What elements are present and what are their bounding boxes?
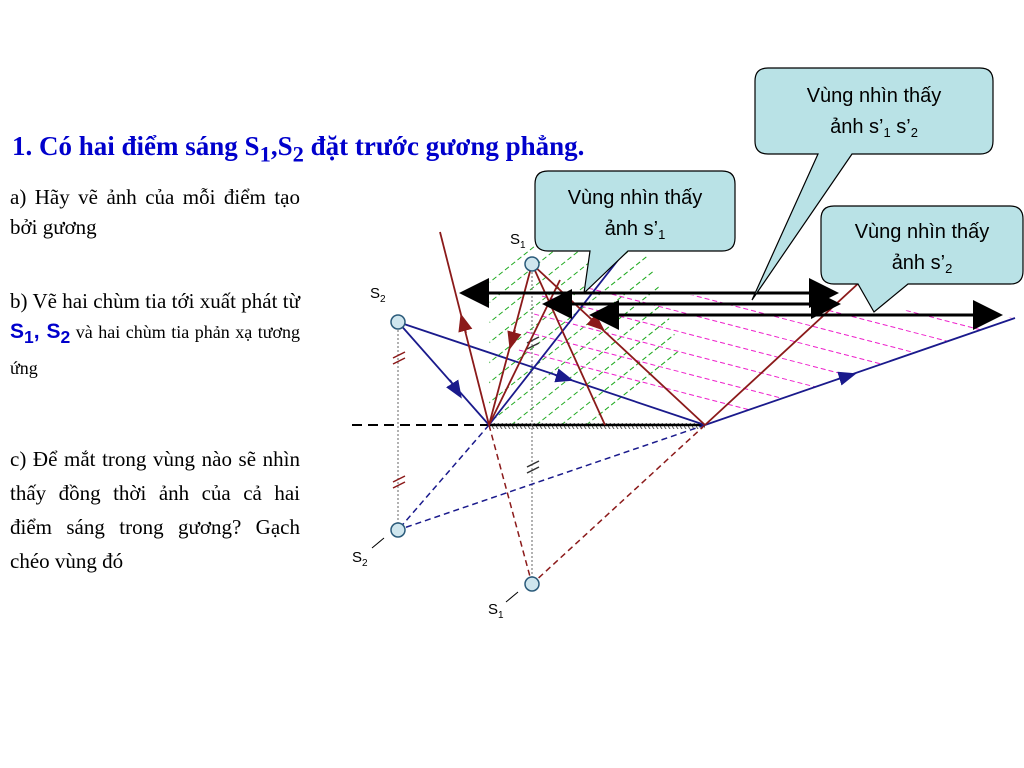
tick-marks — [393, 337, 539, 488]
label-s2-image: $S_2$ — [352, 549, 368, 569]
light-source-s1 — [525, 257, 539, 271]
label-s1-image: $S_1$ — [488, 601, 504, 621]
label-s2-image-leader — [372, 538, 384, 548]
question-a: a) Hãy vẽ ảnh của mỗi điểm tạo bởi gương — [10, 185, 300, 239]
virtual-ray-s2-right — [398, 425, 705, 530]
question-b-s2: $S_2$ — [46, 320, 71, 348]
image-s1 — [525, 577, 539, 591]
svg-text:ảnh s’1 s’2: ảnh $s’_1$ $s’_2$ — [830, 116, 918, 140]
virtual-ray-s2-left — [398, 425, 489, 530]
image-s2 — [391, 523, 405, 537]
question-b-s1: $S_1$ — [10, 320, 34, 348]
light-source-s2 — [391, 315, 405, 329]
reflected-ray-s2-right — [705, 318, 1015, 425]
callout-image-s1 — [535, 171, 735, 293]
incident-ray-s1-left — [489, 264, 532, 425]
virtual-ray-s1-right — [532, 425, 705, 584]
question-c: c) Để mắt trong vùng nào sẽ nhìn thấy đồng thời ảnh của cả hai điểm sáng trong gương? Gạch chéo vùng đó — [10, 447, 300, 573]
callout-image-s2 — [821, 206, 1023, 312]
hatch-region-s1 — [480, 50, 780, 510]
arrowhead-s2-left — [450, 380, 457, 391]
page-title: 1. Có hai điểm sáng $S_1,S_2$ đặt trước gương phẳng. — [12, 131, 585, 167]
svg-text:ảnh s’1: ảnh $s’_1$ — [604, 218, 666, 242]
virtual-ray-s1-left — [489, 425, 532, 584]
label-s1-image-leader — [506, 592, 518, 602]
label-s1: $S_1$ — [510, 231, 526, 251]
label-s2: $S_2$ — [370, 285, 386, 305]
svg-text:Vùng nhìn thấy: Vùng nhìn thấy — [806, 85, 942, 107]
question-b: b) Vẽ hai chùm tia tới xuất phát từ $S_1$, $S_2$ và hai chùm tia phản xạ tương ứng — [10, 289, 300, 379]
incident-ray-s1-mid — [532, 264, 605, 425]
incident-ray-s1-right — [532, 264, 705, 425]
svg-text:ảnh s’2: ảnh $s’_2$ — [891, 252, 953, 276]
svg-text:Vùng nhìn thấy: Vùng nhìn thấy — [567, 187, 703, 209]
svg-text:Vùng nhìn thấy: Vùng nhìn thấy — [854, 221, 990, 243]
